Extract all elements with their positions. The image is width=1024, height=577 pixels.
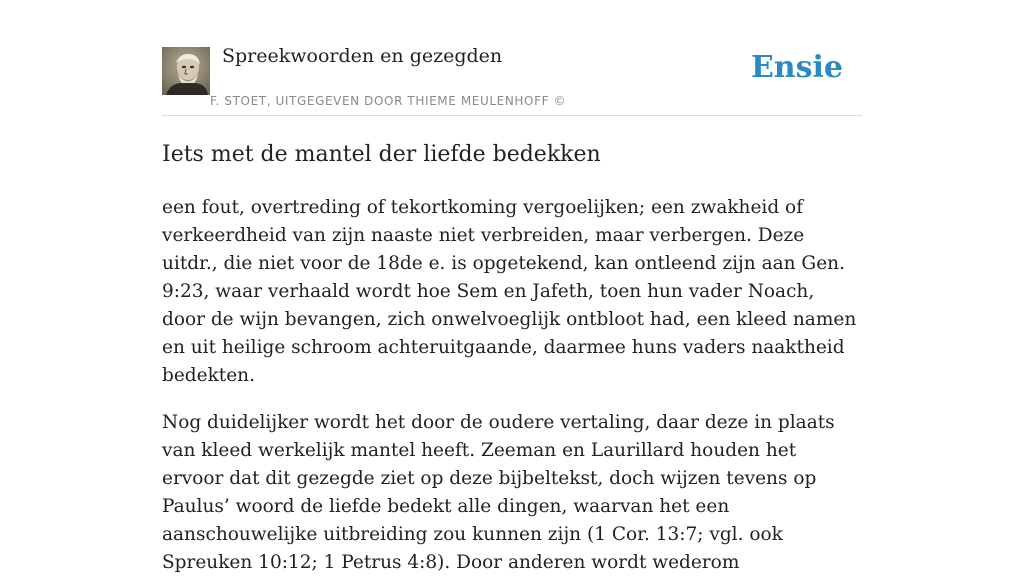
- author-avatar: [162, 47, 210, 95]
- entry-paragraph: Nog duidelijker wordt het door de oudere vertaling, daar deze in plaats van kleed werkelijk mantel heeft. Zeeman en Laurillard houden het ervoor dat dit gezegde ziet op deze bijbeltekst, doch wijzen tevens op Paulus’ woord de liefde bedekt alle dingen, waarvan het een aanschouwelijke uitbreiding zou kunnen zijn (1 Cor. 13:7; vgl. ook Spreuken 10:12; 1 Petrus 4:8). Door anderen wordt wederom: [162, 412, 835, 573]
- source-title[interactable]: Spreekwoorden en gezegden: [222, 45, 503, 67]
- ensie-logo-link[interactable]: Ensie: [750, 50, 843, 85]
- author-portrait-icon: [162, 47, 210, 95]
- source-credit: F. STOET, UITGEGEVEN DOOR THIEME MEULENHOFF ©: [210, 94, 567, 108]
- page: [162, 0, 862, 573]
- entry-body: [162, 194, 862, 577]
- entry-title: Iets met de mantel der liefde bedekken: [162, 142, 601, 167]
- source-header: [162, 0, 862, 116]
- entry-paragraph: een fout, overtreding of tekortkoming vergoelijken; een zwakheid of verkeerdheid van zijn naaste niet verbreiden, maar verbergen. Deze uitdr., die niet voor de 18de e. is opgetekend, kan ontleend zijn aan Gen. 9:23, waar verhaald wordt hoe Sem en Jafeth, toen hun vader Noach, door de wijn bevangen, zich onwelvoeglijk ontbloot had, een kleed namen en uit heilige schroom achteruitgaande, daarmee huns vaders naaktheid bedekten.: [162, 197, 857, 386]
